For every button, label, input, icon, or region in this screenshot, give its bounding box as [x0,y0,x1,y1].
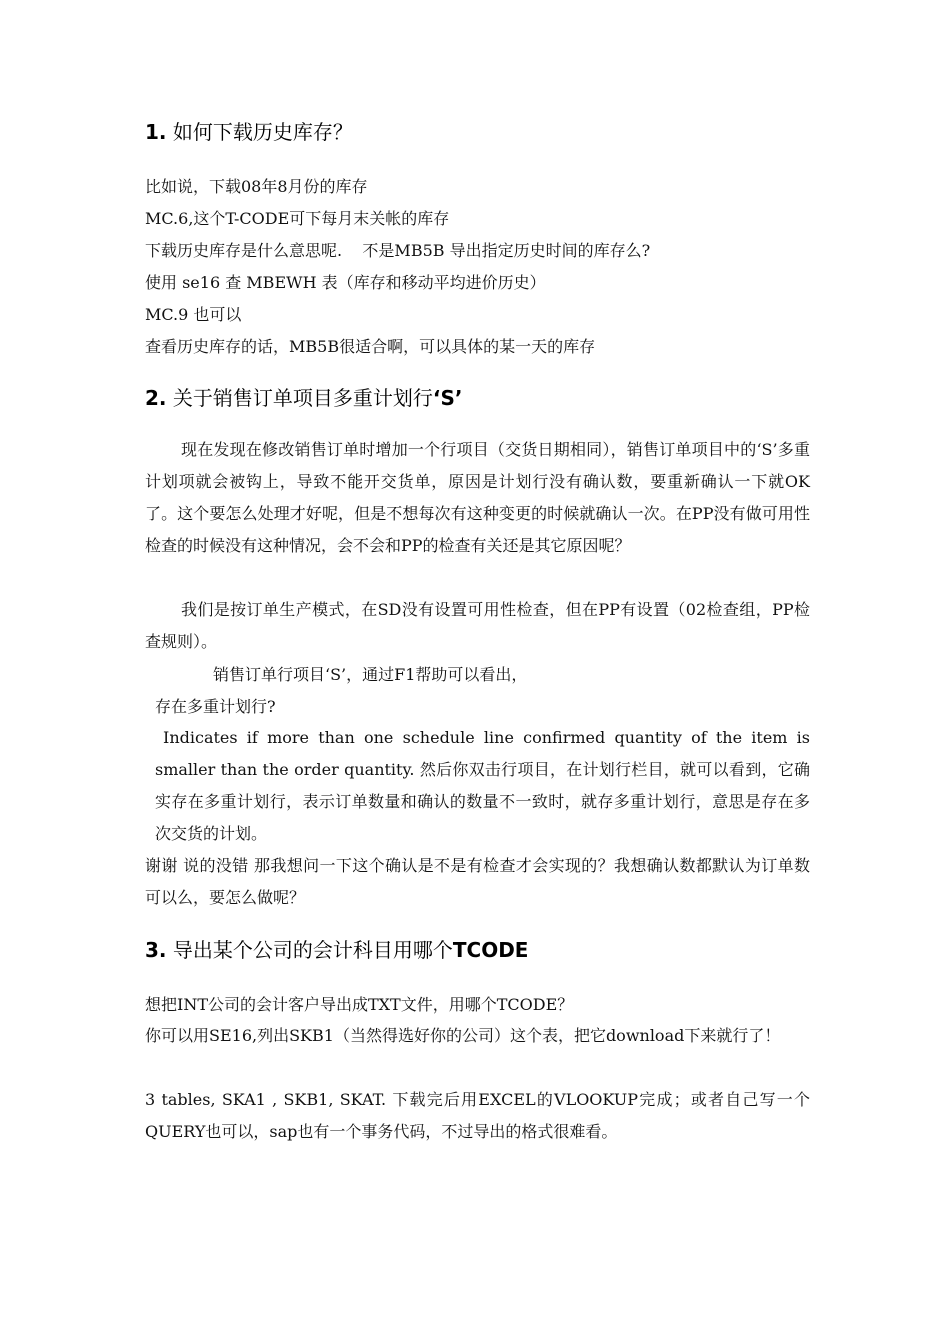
section-2-paragraph-2: 我们是按订单生产模式，在SD没有设置可用性检查，但在PP有设置（02检查组，PP检查规则）。 [145,600,810,651]
section-2-paragraph-3-line-1: 销售订单行项目‘S’，通过F1帮助可以看出， [213,665,528,684]
section-2-title: 关于销售订单项目多重计划行 [172,386,433,410]
section-1-title: 如何下载历史库存？ [172,120,353,144]
section-1-line-5: MC.9 也可以 [145,305,242,324]
section-2-paragraph-3-line-2: 存在多重计划行? [155,697,276,716]
section-1-line-3: 下载历史库存是什么意思呢. 不是MB5B 导出指定历史时间的库存么? [145,241,651,260]
section-1-line-6: 查看历史库存的话，MB5B很适合啊，可以具体的某一天的库存 [145,337,596,356]
section-3-title: 导出某个公司的会计科目用哪个 [172,938,453,962]
section-1-number: 1. [145,120,167,144]
section-3-paragraph-2: 你可以用SE16,列出SKB1（当然得选好你的公司）这个表，把它download下来就行了！ [145,1026,781,1045]
section-3-heading [145,937,528,963]
section-2-heading [145,385,462,411]
section-2-number: 2. [145,386,167,410]
section-3-line-1: 想把INT公司的会计客户导出成TXT文件，用哪个TCODE？ [145,995,574,1014]
section-1-line-1: 比如说，下载08年8月份的库存 [145,177,368,196]
section-2-title-suffix: ‘S’ [432,386,463,410]
section-1-line-4: 使用 se16 查 MBEWH 表（库存和移动平均进价历史） [145,273,546,292]
section-3-title-suffix: TCODE [452,938,529,962]
section-2-paragraph-1: 现在发现在修改销售订单时增加一个行项目（交货日期相同），销售订单项目中的‘S’多重计划项就会被钩上，导致不能开交货单，原因是计划行没有确认数，要重新确认一下就OK了。这个要怎么处理才好呢，但是不想每次有这种变更的时候就确认一次。在PP没有做可用性检查的时候没有这种情况，会不会和PP的检查有关还是其它原因呢？ [145,440,810,555]
section-3-paragraph-3: 3 tables, SKA1 , SKB1, SKAT. 下载完后用EXCEL的VLOOKUP完成；或者自己写一个QUERY也可以，sap也有一个事务代码，不过导出的格式很难看。 [145,1090,810,1141]
section-2-paragraph-5: 谢谢 说的没错 那我想问一下这个确认是不是有检查才会实现的？我想确认数都默认为订单数可以么，要怎么做呢？ [145,856,810,907]
section-3-number: 3. [145,938,167,962]
section-2-paragraph-4: Indicates if more than one schedule line confirmed quantity of the item is smaller than the order quantity. 然后你双击行项目，在计划行栏目，就可以看到，它确实存在多重计划行，表示订单数量和确认的数量不一致时，就存多重计划行，意思是存在多次交货的计划。 [155,728,810,843]
section-1-heading [145,119,353,145]
section-1-line-2: MC.6,这个T-CODE可下每月末关帐的库存 [145,209,450,228]
